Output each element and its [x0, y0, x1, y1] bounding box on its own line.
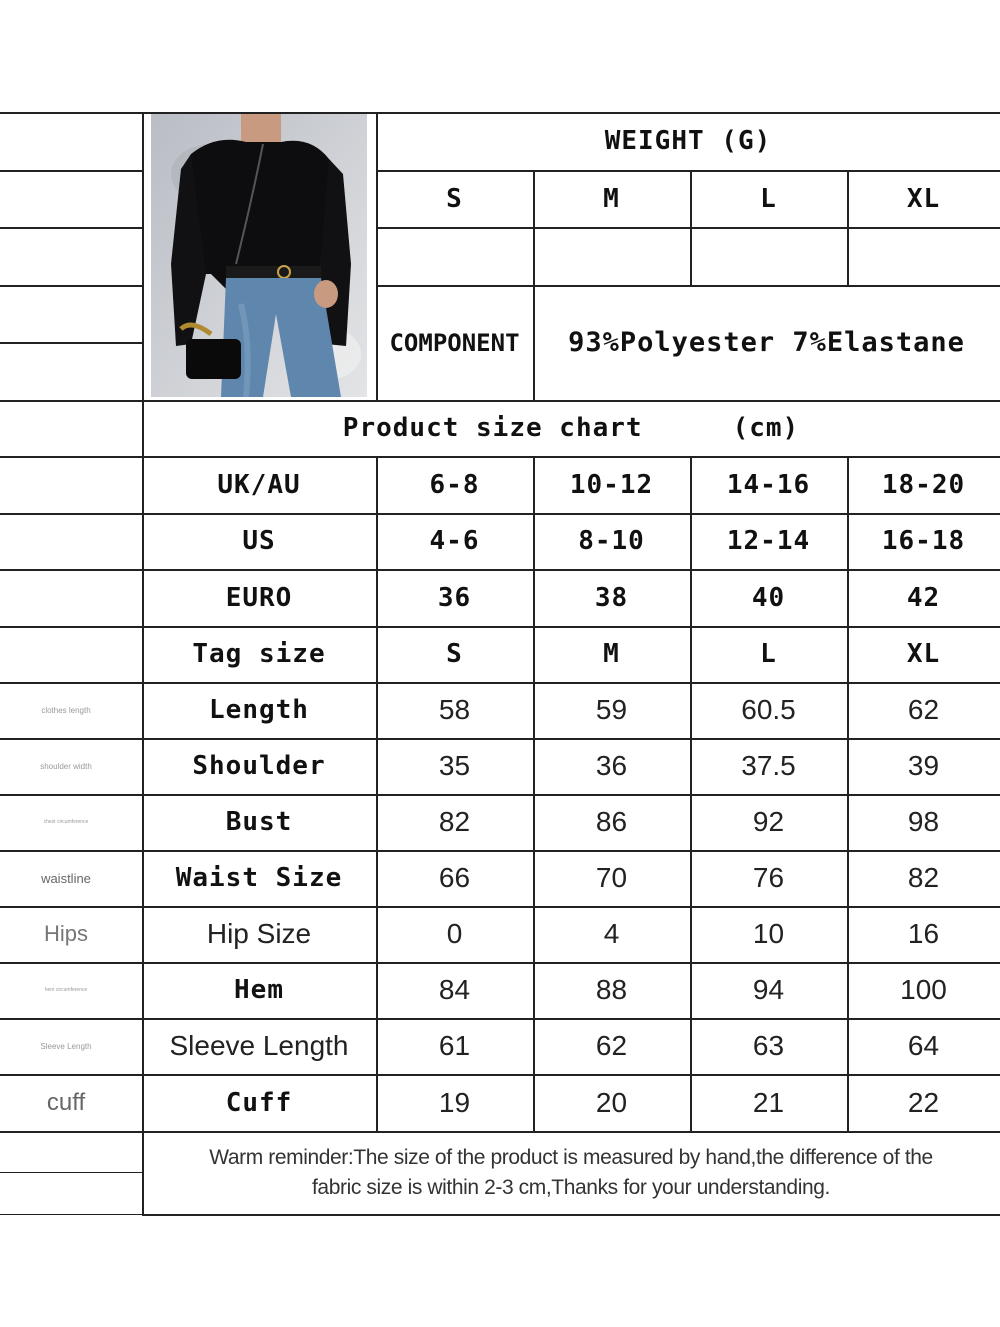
- region-value: 6-8: [429, 469, 480, 500]
- measure-value: 64: [907, 1030, 940, 1061]
- region-value: 14-16: [726, 469, 811, 500]
- region-label: UK/AU: [217, 469, 301, 500]
- region-value: 38: [594, 582, 629, 613]
- measure-value: 21: [752, 1086, 785, 1118]
- reminder-line-1: Warm reminder:The size of the product is measured by hand,the difference of the: [209, 1145, 933, 1169]
- measure-value: 62: [907, 694, 940, 725]
- reminder-line-2: fabric size is within 2-3 cm,Thanks for your understanding.: [312, 1175, 830, 1199]
- weight-size-xl: XL: [906, 183, 941, 214]
- measure-icon-label: Hips: [43, 921, 88, 946]
- measure-value: 70: [595, 862, 628, 893]
- weight-size-l: L: [760, 183, 777, 214]
- grid-line-h: [0, 170, 142, 172]
- measure-label: Cuff: [225, 1087, 293, 1118]
- region-label: Tag size: [192, 639, 326, 669]
- model-illustration: [151, 114, 367, 397]
- chart-unit-text: (cm): [732, 413, 800, 443]
- measure-value: 82: [907, 862, 940, 893]
- measure-value: 39: [907, 750, 940, 781]
- region-value: 12-14: [726, 526, 811, 556]
- measure-icon-label: cuff: [46, 1088, 86, 1116]
- measure-icon-label: waistline: [41, 870, 91, 886]
- region-value: M: [603, 639, 620, 669]
- region-value: 40: [751, 582, 786, 613]
- measure-value: 60.5: [741, 694, 796, 725]
- measure-value: 16: [907, 918, 940, 949]
- weight-value: [847, 227, 1000, 285]
- region-value: 4-6: [429, 526, 480, 556]
- measure-icon-label: chest circumference: [43, 819, 89, 825]
- measure-value: 62: [595, 1030, 628, 1061]
- weight-size-s: S: [446, 183, 463, 214]
- measure-value: 37.5: [741, 750, 796, 781]
- measure-value: 94: [752, 974, 785, 1005]
- measure-label: Hem: [234, 975, 284, 1005]
- measure-value: 35: [438, 750, 471, 781]
- measure-label: Shoulder: [192, 751, 326, 781]
- measure-value: 98: [907, 806, 940, 837]
- measure-value: 59: [595, 694, 628, 725]
- measure-value: 61: [438, 1030, 471, 1061]
- grid-line-h: [0, 1172, 142, 1173]
- weight-value: [376, 227, 533, 285]
- region-value: 18-20: [881, 469, 966, 500]
- region-value: S: [446, 639, 463, 669]
- region-label: EURO: [225, 582, 293, 613]
- measure-value: 58: [438, 694, 471, 725]
- measure-icon-label: shoulder width: [40, 761, 92, 771]
- measure-value: 76: [752, 862, 785, 893]
- measure-value: 86: [595, 806, 628, 837]
- weight-value: [533, 227, 690, 285]
- measure-value: 0: [446, 918, 463, 949]
- measure-icon-label: clothes length: [41, 705, 91, 715]
- chart-title-text: Product size chart: [342, 413, 643, 443]
- product-chart-title: [142, 400, 1000, 456]
- grid-line-h: [142, 1214, 1000, 1216]
- warm-reminder: [142, 1131, 1000, 1214]
- measure-label: Hip Size: [206, 918, 312, 949]
- measure-value: 20: [595, 1086, 628, 1118]
- grid-line-h: [0, 227, 142, 229]
- measure-value: 36: [595, 750, 628, 781]
- region-value: XL: [906, 639, 941, 669]
- component-value: 93%Polyester 7%Elastane: [568, 327, 965, 358]
- weight-size-m: M: [603, 183, 620, 214]
- grid-line-h: [0, 1214, 142, 1215]
- component-label: COMPONENT: [389, 328, 520, 357]
- measure-icon-label: Sleeve Length: [40, 1041, 92, 1051]
- measure-value: 19: [438, 1086, 471, 1118]
- measure-label: Waist Size: [175, 863, 343, 893]
- measure-value: 88: [595, 974, 628, 1005]
- region-value: 8-10: [578, 526, 645, 556]
- region-value: 16-18: [881, 526, 966, 556]
- measure-value: 4: [603, 918, 620, 949]
- weight-title: WEIGHT (G): [604, 126, 772, 156]
- measure-value: 63: [752, 1030, 785, 1061]
- measure-value: 100: [900, 974, 947, 1005]
- measure-value: 66: [438, 862, 471, 893]
- measure-label: Sleeve Length: [169, 1030, 349, 1061]
- measure-value: 92: [752, 806, 785, 837]
- weight-value: [690, 227, 847, 285]
- measure-label: Length: [209, 695, 309, 725]
- grid-line-h: [0, 342, 142, 344]
- region-value: L: [760, 639, 777, 669]
- product-photo: [151, 114, 367, 397]
- grid-line-h: [0, 285, 142, 287]
- measure-value: 10: [752, 918, 785, 949]
- measure-value: 82: [438, 806, 471, 837]
- region-value: 36: [437, 582, 472, 613]
- region-value: 42: [906, 582, 941, 613]
- measure-icon-label: hem circumference: [44, 987, 88, 993]
- measure-label: Bust: [225, 807, 293, 837]
- measure-value: 22: [907, 1086, 940, 1118]
- region-label: US: [242, 526, 276, 556]
- measure-value: 84: [438, 974, 471, 1005]
- region-value: 10-12: [569, 469, 654, 500]
